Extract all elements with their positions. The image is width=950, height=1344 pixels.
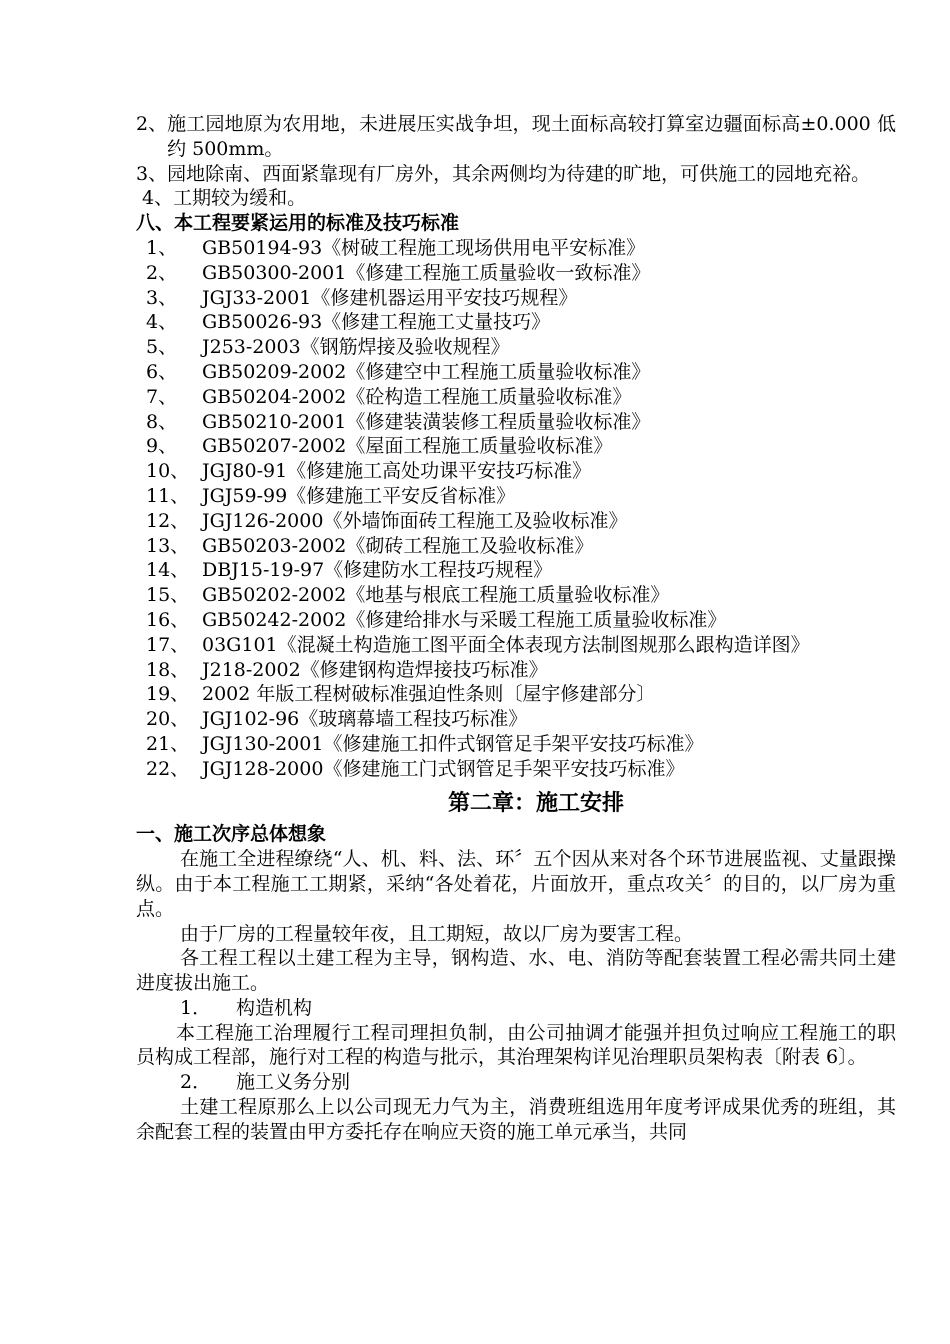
paragraph: 本工程施工治理履行工程司理担负制，由公司抽调才能强并担负过响应工程施工的职员构成工程部，施行对工程的构造与批示，其治理架构详见治理职员架构表〔附表 6〕。 [136,1021,896,1069]
list-item [136,186,896,211]
standard-number: 3、 [146,286,178,309]
standard-item [136,732,896,757]
standard-item [136,707,896,732]
list-item [136,162,896,187]
standard-text: GB50207-2002《屋面工程施工质量验收标准》 [202,435,613,458]
standard-item [136,534,896,559]
standard-number: 9、 [146,435,178,458]
standard-item [136,385,896,410]
standard-number: 18、 [146,658,190,681]
subsection-title: 构造机构 [236,996,313,1019]
standard-item [136,459,896,484]
standard-item [136,658,896,683]
standard-item [136,583,896,608]
paragraph: 在施工全进程缭绕“人、机、料、法、环〞五个因从来对各个环节进展监视、丈量跟操纵。由于本工程施工工期紧，采纳“各处着花，片面放开，重点攻关〞的目的，以厂房为重点。 [136,848,896,920]
standard-text: DBJ15-19-97《修建防水工程技巧规程》 [202,559,553,582]
standard-number: 5、 [146,336,178,359]
list-number: 4、 [136,187,174,210]
standard-number: 14、 [146,559,190,582]
standard-text: JGJ102-96《玻璃幕墙工程技巧标准》 [202,708,528,731]
list-text: 园地除南、西面紧靠现有厂房外，其余两侧均为待建的旷地，可供施工的园地充裕。 [167,162,871,185]
standard-number: 17、 [146,633,190,656]
list-text: 工期较为缓和。 [173,187,307,210]
standard-text: GB50026-93《修建工程施工丈量技巧》 [202,311,551,334]
standard-number: 7、 [146,385,178,408]
paragraph: 各工程工程以土建工程为主导，钢构造、水、电、消防等配套装置工程必需共同土建进度拔出施工。 [136,947,896,995]
standard-number: 22、 [146,757,190,780]
standard-number: 10、 [146,460,190,483]
standard-text: GB50194-93《树破工程施工现场供用电平安标准》 [202,236,646,259]
standard-number: 12、 [146,509,190,532]
standard-number: 2、 [146,261,178,284]
standard-text: JGJ128-2000《修建施工门式钢管足手架平安技巧标准》 [202,757,685,780]
standard-item [136,360,896,385]
standard-number: 4、 [146,311,178,334]
standard-text: 2002 年版工程树破标准强迫性条则〔屋宇修建部分〕 [202,683,656,706]
standard-item [136,410,896,435]
standard-text: GB50204-2002《砼构造工程施工质量验收标准》 [202,385,632,408]
standard-item [136,310,896,335]
chapter-title: 第二章：施工安排 [447,790,624,816]
subsection-title: 施工义务分别 [236,1071,351,1094]
standard-text: GB50210-2001《修建装潢装修工程质量验收标准》 [202,410,651,433]
standard-item [136,509,896,534]
standard-text: J253-2003《钢筋焊接及验收规程》 [202,336,510,359]
standard-text: 03G101《混凝土构造施工图平面全体表现方法制图规那么跟构造详图》 [202,633,810,656]
standard-number: 13、 [146,534,190,557]
standard-number: 11、 [146,484,190,507]
standard-item [136,286,896,311]
standard-item [136,608,896,633]
standard-text: JGJ59-99《修建施工平安反省标准》 [202,484,516,507]
list-number: 2、 [136,113,168,135]
subsection-heading [136,1070,896,1095]
standard-number: 19、 [146,683,190,706]
standard-number: 1、 [146,236,178,259]
standard-item [136,757,896,782]
standard-item [136,484,896,509]
subsection-number: 2． [180,1071,212,1094]
standard-item [136,335,896,360]
list-item [136,112,896,162]
standard-text: J218-2002《修建钢构造焊接技巧标准》 [202,658,548,681]
standard-number: 15、 [146,584,190,607]
subsection-heading [136,996,896,1021]
standard-text: JGJ130-2001《修建施工扣件式钢管足手架平安技巧标准》 [202,732,704,755]
paragraph: 土建工程原那么上以公司现无力气为主，消费班组选用年度考评成果优秀的班组，其余配套工程的装置由甲方委托存在响应天资的施工单元承当，共同 [136,1096,896,1143]
standards-list [136,236,896,782]
document-page [136,112,896,1145]
standard-item [136,633,896,658]
standard-number: 21、 [146,732,190,755]
standard-text: GB50242-2002《修建给排水与采暖工程施工质量验收标准》 [202,608,727,631]
standard-text: JGJ33-2001《修建机器运用平安技巧规程》 [202,286,578,309]
paragraph: 由于厂房的工程量较年夜，且工期短，故以厂房为要害工程。 [180,922,694,945]
standard-number: 6、 [146,360,178,383]
standard-number: 8、 [146,410,178,433]
standard-item [136,558,896,583]
standard-item [136,236,896,261]
list-number: 3、 [136,162,168,185]
standard-item [136,682,896,707]
subsection-number: 1． [180,996,212,1019]
list-text: 施工园地原为农用地，未进展压实战争坦，现土面标高较打算室边疆面标高±0.000 低约 500mm。 [167,113,896,160]
standard-item [136,261,896,286]
standard-number: 16、 [146,608,190,631]
section-heading: 八、本工程要紧运用的标准及技巧标准 [136,212,460,235]
standard-item [136,434,896,459]
standard-text: GB50202-2002《地基与根底工程施工质量验收标准》 [202,584,670,607]
section-heading: 一、施工次序总体想象 [136,823,327,846]
standard-text: JGJ126-2000《外墙饰面砖工程施工及验收标准》 [202,509,628,532]
standard-text: JGJ80-91《修建施工高处功课平安技巧标准》 [202,460,592,483]
standard-text: GB50203-2002《砌砖工程施工及验收标准》 [202,534,594,557]
standard-text: GB50300-2001《修建工程施工质量验收一致标准》 [202,261,651,284]
standard-text: GB50209-2002《修建空中工程施工质量验收标准》 [202,360,651,383]
standard-number: 20、 [146,708,190,731]
